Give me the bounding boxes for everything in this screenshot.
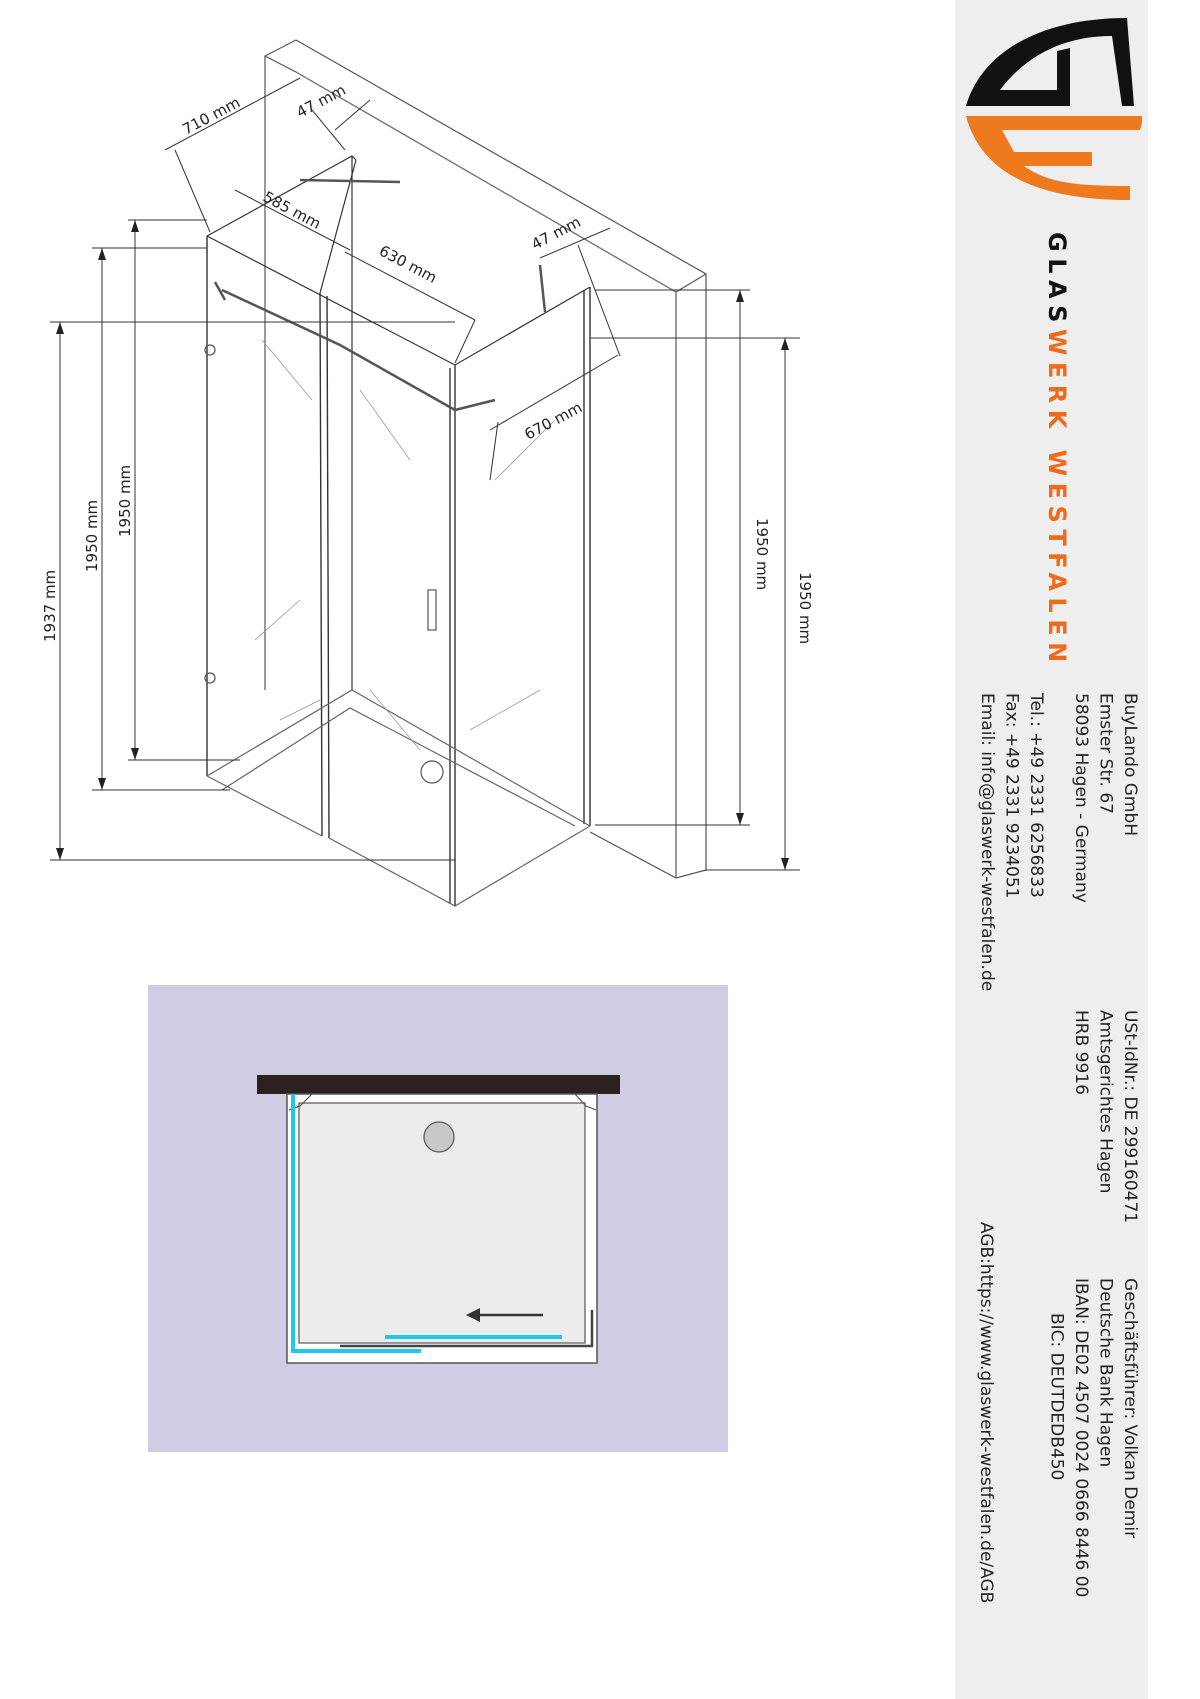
- phone: Tel.: +49 2331 6256833: [1026, 693, 1046, 898]
- dim-670: 670 mm: [521, 398, 586, 444]
- dim-710: 710 mm: [179, 93, 244, 139]
- agb-block: [974, 1222, 999, 1603]
- dimension-labels: [41, 81, 814, 644]
- address-line: Emster Str. 67: [1095, 693, 1116, 815]
- brand-name: [1043, 232, 1071, 669]
- wall-bar: [257, 1075, 620, 1094]
- dim-1937: 1937 mm: [41, 569, 59, 642]
- address-block: [1069, 693, 1143, 903]
- company-sidebar: [955, 0, 1148, 1699]
- plan-view: [148, 985, 728, 1452]
- drain: [421, 761, 443, 783]
- dim-585: 585 mm: [260, 187, 324, 233]
- bank-block: [1044, 1278, 1142, 1597]
- bank-name: Deutsche Bank Hagen: [1095, 1278, 1116, 1468]
- address-line: 58093 Hagen - Germany: [1071, 693, 1091, 903]
- court: Amtsgerichtes Hagen: [1095, 1010, 1116, 1194]
- dim-1950-a: 1950 mm: [83, 499, 101, 572]
- vat-id: USt-IdNr.: DE 299160471: [1120, 1010, 1140, 1224]
- contact-block: [975, 693, 1049, 991]
- wall-outline: [265, 40, 706, 878]
- registry-block: [1069, 1010, 1143, 1223]
- dim-1950-c: 1950 mm: [753, 518, 771, 591]
- dim-1950-b: 1950 mm: [116, 464, 134, 537]
- dim-47-left: 47 mm: [293, 80, 349, 122]
- bic: BIC: DEUTDEDB450: [1046, 1313, 1067, 1481]
- shower-tray: [207, 690, 590, 906]
- brand-part-glas: GLAS: [1043, 232, 1071, 329]
- email-link[interactable]: Email: info@glaswerk-westfalen.de: [977, 693, 997, 992]
- hrb: HRB 9916: [1071, 1010, 1091, 1095]
- managing-director: Geschäftsführer: Volkan Demir: [1120, 1278, 1140, 1539]
- dim-630: 630 mm: [376, 241, 440, 287]
- dim-1950-d: 1950 mm: [796, 572, 814, 645]
- agb-link[interactable]: AGB:https://www.glaswerk-westfalen.de/AGB: [976, 1222, 996, 1604]
- brand-part-werk-westfalen: WERK WESTFALEN: [1043, 328, 1071, 669]
- glaswerk-logo: [962, 6, 1142, 201]
- fax: Fax: +49 2331 9234051: [1001, 693, 1022, 899]
- address-line: BuyLando GmbH: [1120, 693, 1140, 837]
- dim-47-right: 47 mm: [528, 212, 584, 254]
- iban: IBAN: DE02 4507 0024 0666 8446 00: [1071, 1278, 1091, 1598]
- door-handle: [428, 590, 436, 630]
- drain-plan: [424, 1122, 454, 1152]
- isometric-view: [50, 40, 800, 906]
